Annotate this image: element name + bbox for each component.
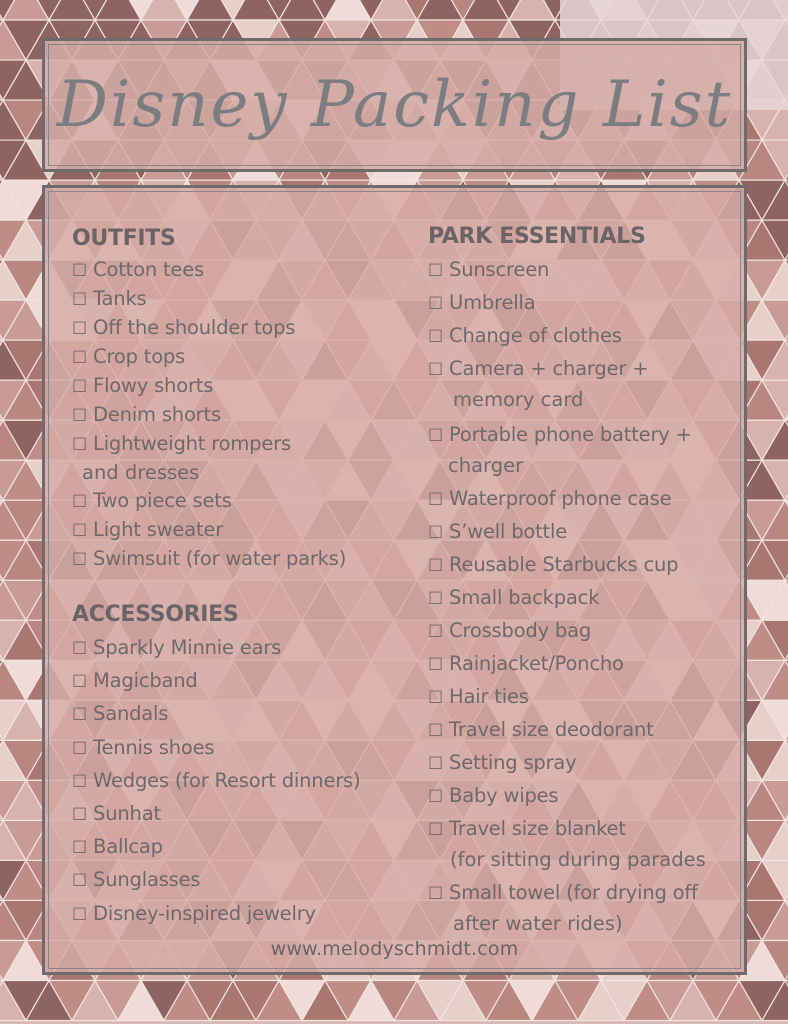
list-item[interactable]: ☐ Baby wipes [428,784,559,807]
list-item[interactable]: ☐ Tennis shoes [72,735,215,759]
section-gap [72,574,412,602]
checkbox-icon[interactable]: ☐ [72,771,88,792]
checkbox-icon[interactable]: ☐ [72,261,88,281]
checkbox-icon[interactable]: ☐ [428,787,444,807]
checkbox-icon[interactable]: ☐ [428,556,444,576]
checkbox-icon[interactable]: ☐ [72,705,88,726]
checkbox-icon[interactable]: ☐ [428,426,444,446]
list-item[interactable]: ☐ Setting spray [428,751,577,774]
list-item[interactable]: ☐ Wedges (for Resort dinners) [72,768,361,792]
checkbox-icon[interactable]: ☐ [72,290,88,310]
list-item[interactable]: ☐ Small towel (for drying off [428,881,698,904]
list-item[interactable]: ☐ Cotton tees [72,258,204,281]
checkbox-icon[interactable]: ☐ [428,688,444,708]
checkbox-icon[interactable]: ☐ [72,904,88,925]
list-item[interactable]: ☐ Waterproof phone case [428,487,672,510]
list-item[interactable]: ☐ Travel size blanket [428,817,626,840]
checkbox-icon[interactable]: ☐ [428,360,444,380]
list-item[interactable]: ☐ Hair ties [428,685,529,708]
left-column [72,226,412,931]
list-item-continuation: after water rides) [453,912,623,935]
list-item[interactable]: ☐ Portable phone battery + [428,423,692,446]
outfits-list [72,256,412,574]
checkbox-icon[interactable]: ☐ [72,639,88,659]
checkbox-icon[interactable]: ☐ [72,521,88,541]
checkbox-icon[interactable]: ☐ [428,655,444,675]
list-item[interactable]: ☐ Disney-inspired jewelry [72,901,316,925]
checkbox-icon[interactable]: ☐ [72,871,88,892]
checkbox-icon[interactable]: ☐ [72,435,88,455]
checkbox-icon[interactable]: ☐ [428,820,444,840]
list-item[interactable]: ☐ Reusable Starbucks cup [428,553,679,576]
list-item[interactable]: ☐ Change of clothes [428,324,622,347]
list-item[interactable]: ☐ Swimsuit (for water parks) [72,547,347,570]
list-item[interactable]: ☐ Sunglasses [72,868,201,892]
checkbox-icon[interactable]: ☐ [72,406,88,426]
checkbox-icon[interactable]: ☐ [428,490,444,510]
checkbox-icon[interactable]: ☐ [428,754,444,774]
list-item-continuation: (for sitting during parades [450,848,706,871]
checkbox-icon[interactable]: ☐ [72,348,88,368]
title-banner [42,38,747,172]
checkbox-icon[interactable]: ☐ [72,838,88,859]
list-item[interactable]: ☐ Magicband [72,669,198,693]
checkbox-icon[interactable]: ☐ [428,721,444,741]
list-item[interactable]: ☐ S’well bottle [428,520,568,543]
checkbox-icon[interactable]: ☐ [428,589,444,609]
checkbox-icon[interactable]: ☐ [72,738,88,759]
park-essentials-list [428,254,743,938]
checkbox-icon[interactable]: ☐ [428,523,444,543]
checkbox-icon[interactable]: ☐ [72,672,88,693]
list-item[interactable]: ☐ Sunhat [72,802,161,826]
checkbox-icon[interactable]: ☐ [428,622,444,642]
checkbox-icon[interactable]: ☐ [72,319,88,339]
list-item[interactable]: ☐ Sparkly Minnie ears [72,636,282,659]
checkbox-icon[interactable]: ☐ [428,261,444,281]
list-item-continuation: and dresses [82,461,200,484]
list-item[interactable]: ☐ Light sweater [72,518,224,541]
list-item[interactable]: ☐ Off the shoulder tops [72,316,296,339]
list-item[interactable]: ☐ Sunscreen [428,258,550,281]
list-item[interactable]: ☐ Flowy shorts [72,374,214,397]
checkbox-icon[interactable]: ☐ [428,884,444,904]
list-item[interactable]: ☐ Rainjacket/Poncho [428,652,624,675]
list-item[interactable]: ☐ Crossbody bag [428,619,592,642]
list-item[interactable]: ☐ Small backpack [428,586,600,609]
list-item[interactable]: ☐ Camera + charger + [428,357,649,380]
park-essentials-heading: PARK ESSENTIALS [428,224,646,249]
list-item-continuation: charger [448,454,524,477]
list-item[interactable]: ☐ Travel size deodorant [428,718,654,741]
website-footer[interactable]: www.melodyschmidt.com [270,938,519,960]
checkbox-icon[interactable]: ☐ [428,294,444,314]
list-item[interactable]: ☐ Ballcap [72,835,163,859]
accessories-list [72,632,412,931]
list-item[interactable]: ☐ Two piece sets [72,489,232,512]
list-item[interactable]: ☐ Denim shorts [72,403,221,426]
outfits-heading: OUTFITS [72,226,176,251]
packing-list-panel [42,185,747,975]
checkbox-icon[interactable]: ☐ [72,550,88,570]
checkbox-icon[interactable]: ☐ [72,492,88,512]
list-item[interactable]: ☐ Sandals [72,702,169,726]
checkbox-icon[interactable]: ☐ [72,377,88,397]
list-item[interactable]: ☐ Tanks [72,287,147,310]
right-column [428,224,743,938]
accessories-heading: ACCESSORIES [72,602,239,627]
list-item[interactable]: ☐ Crop tops [72,345,186,368]
page-title: Disney Packing List [56,68,733,142]
list-item[interactable]: ☐ Umbrella [428,291,536,314]
list-item[interactable]: ☐ Lightweight rompers [72,432,291,455]
checkbox-icon[interactable]: ☐ [72,805,88,826]
checkbox-icon[interactable]: ☐ [428,327,444,347]
list-item-continuation: memory card [453,388,584,411]
